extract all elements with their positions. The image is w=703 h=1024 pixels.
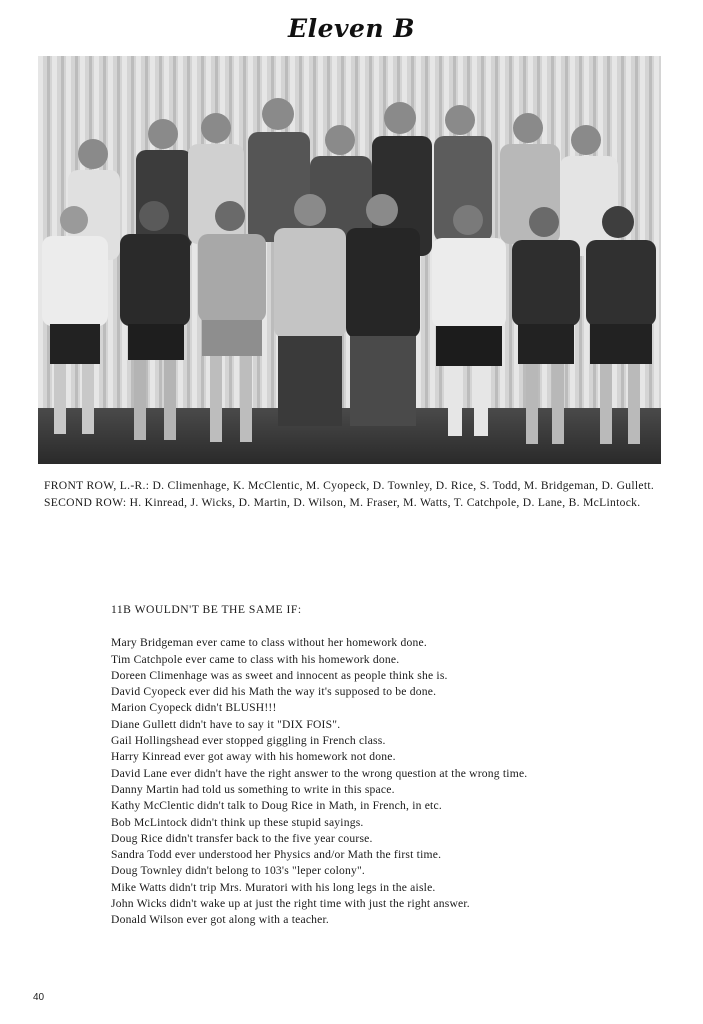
list-item: Tim Catchpole ever came to class with his homework done. [111,652,400,666]
list-item: Doug Townley didn't belong to 103's "leper colony". [111,864,366,878]
list-item: John Wicks didn't wake up at just the right time with just the right answer. [111,897,470,911]
list-item: Doug Rice didn't transfer back to the five year course. [111,831,373,845]
list-item: Mary Bridgeman ever came to class without her homework done. [111,636,427,650]
sayings-heading: 11B WOULDN'T BE THE SAME IF: [111,603,302,616]
front-row-caption: FRONT ROW, L.-R.: D. Climenhage, K. McClentic, M. Cyopeck, D. Townley, D. Rice, S. Todd, M. Bridgeman, D. Gullett. [44,479,655,492]
sayings-section [111,602,651,929]
list-item: Bob McLintock didn't think up these stupid sayings. [111,815,364,829]
page-title: Eleven B [288,14,415,43]
list-item: Donald Wilson ever got along with a teacher. [111,913,330,927]
list-item: Mike Watts didn't trip Mrs. Muratori with his long legs in the aisle. [111,880,436,894]
list-item: Sandra Todd ever understood her Physics and/or Math the first time. [111,848,442,862]
list-item: Harry Kinread ever got away with his homework not done. [111,750,396,764]
photo-caption [44,478,662,511]
class-photo-image [38,56,661,464]
list-item: Doreen Climenhage was as sweet and innocent as people think she is. [111,668,448,682]
list-item: David Cyopeck ever did his Math the way it's supposed to be done. [111,685,437,699]
class-photo [38,56,661,464]
second-row-caption: SECOND ROW: H. Kinread, J. Wicks, D. Martin, D. Wilson, M. Fraser, M. Watts, T. Catchpole, D. Lane, B. McLintock. [44,495,641,509]
sayings-list [111,635,651,928]
list-item: Danny Martin had told us something to write in this space. [111,782,395,796]
list-item: David Lane ever didn't have the right answer to the wrong question at the wrong time. [111,766,528,780]
list-item: Kathy McClentic didn't talk to Doug Rice in Math, in French, in etc. [111,799,442,813]
list-item: Gail Hollingshead ever stopped giggling in French class. [111,734,386,748]
list-item: Marion Cyopeck didn't BLUSH!!! [111,701,277,715]
page-number: 40 [33,992,45,1003]
list-item: Diane Gullett didn't have to say it "DIX FOIS". [111,717,341,731]
